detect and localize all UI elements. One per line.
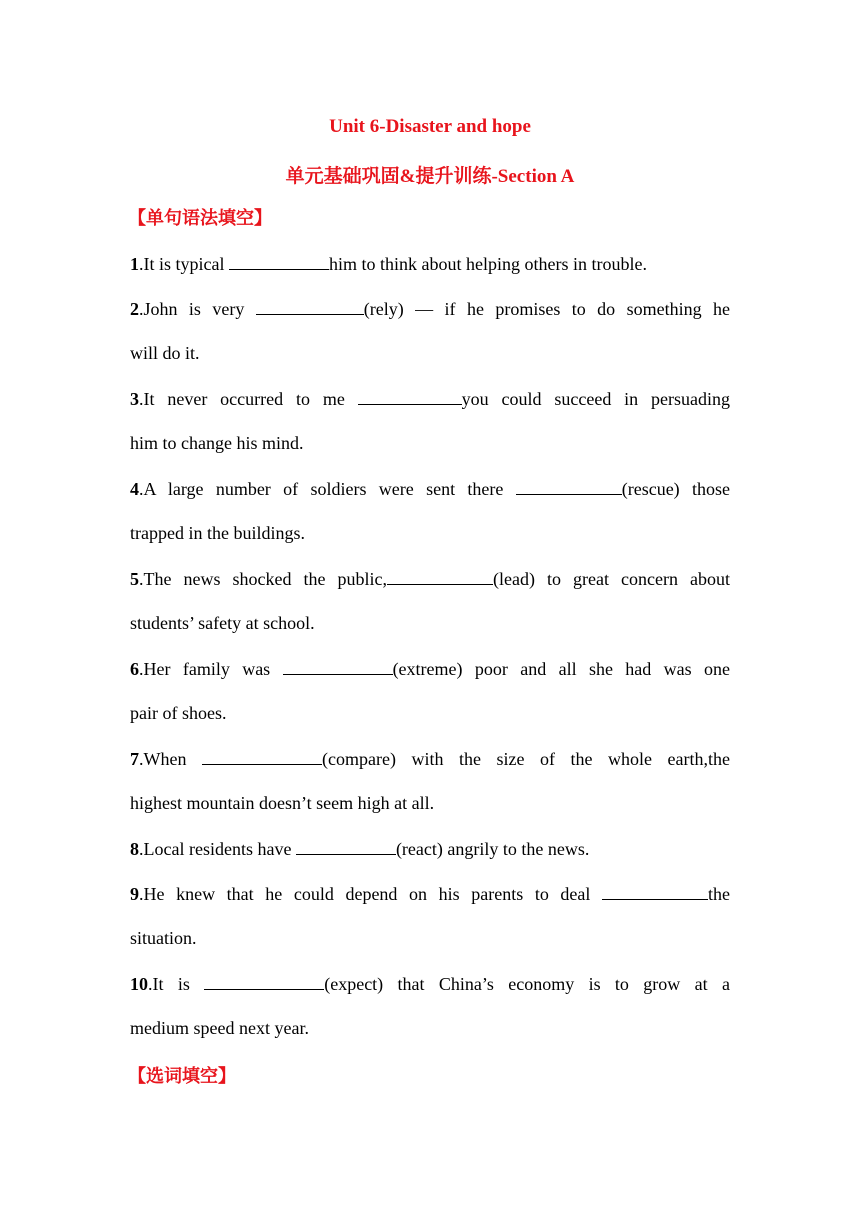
question-5-line1 [130,567,730,590]
question-text: .When [139,749,202,769]
question-2-line2: will do it. [130,343,200,363]
question-text: .He knew that he could depend on his parents to deal [139,884,602,904]
section-heading-grammar: 【单句语法填空】 [128,208,272,229]
question-6-line1 [130,657,730,680]
question-text: (react) angrily to the news. [395,839,590,859]
question-number: 3 [130,389,139,409]
section-heading-vocab: 【选词填空】 [128,1066,236,1087]
question-text: .John is very [139,299,256,319]
question-text: him to think about helping others in trouble. [328,254,647,274]
answer-blank[interactable] [296,837,396,855]
answer-blank[interactable] [358,387,462,405]
question-number: 8 [130,839,139,859]
question-5-line2: students’ safety at school. [130,613,315,633]
question-text: .Local residents have [139,839,296,859]
answer-blank[interactable] [387,567,493,585]
answer-blank[interactable] [202,747,322,765]
doc-title: Unit 6-Disaster and hope [329,116,531,137]
question-9-line2: situation. [130,928,197,948]
question-8-line1 [130,837,730,860]
question-4-line1 [130,477,730,500]
question-9-line1 [130,882,730,905]
question-number: 4 [130,479,139,499]
question-7-line2: highest mountain doesn’t seem high at all. [130,793,435,813]
question-number: 5 [130,569,139,589]
question-text: (expect) that China’s economy is to grow at a [324,974,730,994]
question-number: 1 [130,254,139,274]
question-text: (rescue) those [621,479,730,499]
answer-blank[interactable] [602,882,708,900]
answer-blank[interactable] [229,252,329,270]
question-2-line1 [130,297,730,320]
question-3-line2: him to change his mind. [130,433,304,453]
answer-blank[interactable] [256,297,364,315]
question-number: 7 [130,749,139,769]
question-text: .It is [148,974,205,994]
question-number: 6 [130,659,139,679]
question-10-line2: medium speed next year. [130,1018,309,1038]
question-text: .A large number of soldiers were sent there [139,479,516,499]
question-text: .The news shocked the public, [139,569,388,589]
answer-blank[interactable] [283,657,393,675]
question-1-line1 [130,252,730,275]
question-text: (extreme) poor and all she had was one [392,659,730,679]
question-text: (lead) to great concern about [493,569,730,589]
answer-blank[interactable] [516,477,622,495]
answer-blank[interactable] [204,972,324,990]
question-6-line2: pair of shoes. [130,703,227,723]
question-number: 10 [130,974,148,994]
question-3-line1 [130,387,730,410]
question-text: .It never occurred to me [139,389,358,409]
question-4-line2: trapped in the buildings. [130,523,305,543]
question-text: .It is typical [139,254,229,274]
question-text: (rely) — if he promises to do something he [363,299,730,319]
question-number: 2 [130,299,139,319]
question-text: you could succeed in persuading [461,389,730,409]
doc-subtitle: 单元基础巩固&提升训练-Section A [285,166,575,187]
question-number: 9 [130,884,139,904]
question-text: the [708,884,730,904]
question-text: (compare) with the size of the whole earth,the [322,749,730,769]
question-10-line1 [130,972,730,995]
question-text: .Her family was [139,659,283,679]
question-7-line1 [130,747,730,770]
